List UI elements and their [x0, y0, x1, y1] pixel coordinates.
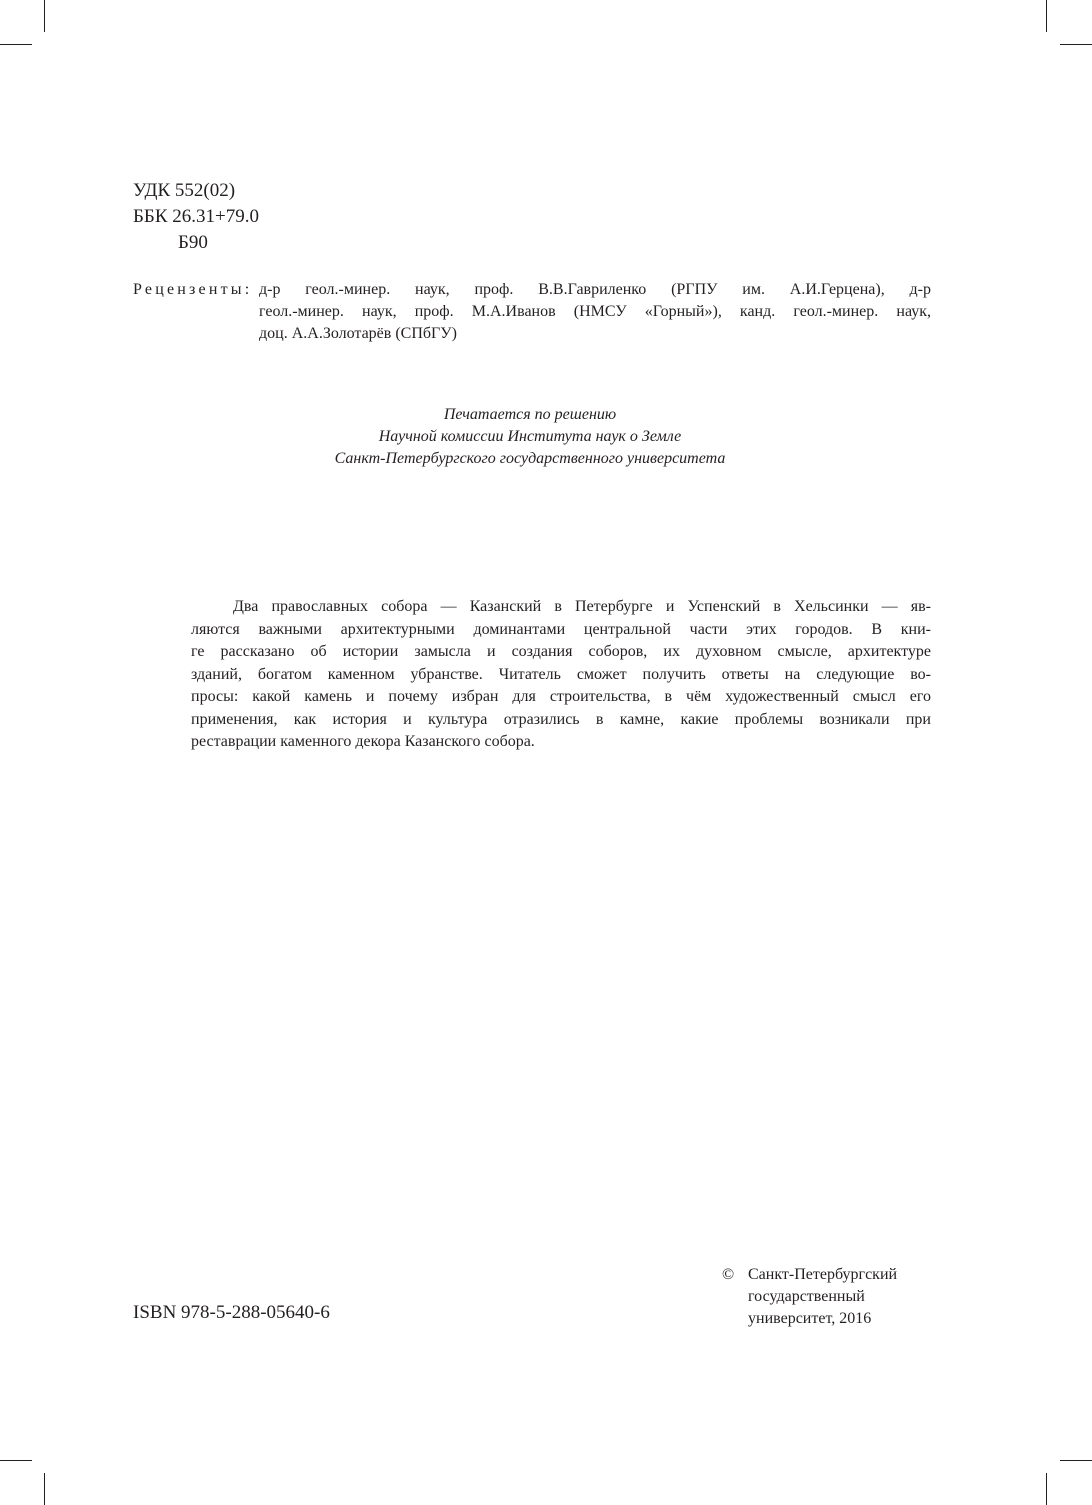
crop-mark-bottom-left-horizontal	[0, 1460, 32, 1461]
reviewers-line: геол.-минер. наук, проф. М.А.Иванов (НМСУ «Горный»), канд. геол.-минер. наук,	[259, 303, 931, 320]
udk-code: УДК 552(02)	[133, 180, 236, 201]
abstract-paragraph	[191, 596, 931, 754]
isbn: ISBN 978-5-288-05640-6	[133, 1302, 330, 1323]
abstract-line: реставрации каменного декора Казанского собора.	[191, 733, 535, 750]
print-decision-line: Научной комиссии Института наук о Земле	[378, 428, 682, 445]
crop-mark-bottom-left-vertical	[44, 1473, 45, 1505]
bbk-code: ББК 26.31+79.0	[133, 206, 259, 227]
crop-mark-bottom-right-horizontal	[1060, 1460, 1092, 1461]
reviewers-text	[259, 279, 931, 345]
abstract-line: просы: какой камень и почему избран для строительства, в чём художественный смысл его	[191, 688, 931, 705]
print-decision-line: Санкт-Петербургского государственного университета	[334, 450, 726, 467]
reviewers-line: д-р геол.-минер. наук, проф. В.В.Гавриленко (РГПУ им. А.И.Герцена), д-р	[259, 281, 931, 298]
print-decision-block	[200, 404, 860, 470]
copyright-line: Санкт-Петербургский	[748, 1266, 898, 1283]
crop-mark-top-right-horizontal	[1060, 44, 1092, 45]
reviewers-line: доц. А.А.Золотарёв (СПбГУ)	[259, 325, 457, 342]
print-decision-line: Печатается по решению	[443, 406, 617, 423]
copyright-line: университет, 2016	[748, 1310, 872, 1327]
author-sign: Б90	[178, 232, 208, 253]
copyright-line: государственный	[748, 1288, 865, 1305]
abstract-line: применения, как история и культура отразились в камне, какие проблемы возникали при	[191, 710, 931, 728]
abstract-line: ляются важными архитектурными доминантами центральной части этих городов. В кни-	[191, 620, 931, 638]
crop-mark-top-right-vertical	[1046, 0, 1047, 32]
abstract-line: зданий, богатом каменном убранстве. Читатель сможет получить ответы на следующие во-	[191, 665, 931, 683]
abstract-line: ге рассказано об истории замысла и создания соборов, их духовном смысле, архитектуре	[191, 643, 931, 660]
reviewers-label: Рецензенты:	[133, 281, 253, 298]
crop-mark-top-left-horizontal	[0, 44, 32, 45]
crop-mark-top-left-vertical	[44, 0, 45, 32]
crop-mark-bottom-right-vertical	[1046, 1473, 1047, 1505]
abstract-line: Два православных собора — Казанский в Петербурге и Успенский в Хельсинки — яв-	[233, 598, 931, 615]
copyright-symbol: ©	[722, 1266, 735, 1283]
copyright-holder	[748, 1264, 897, 1330]
